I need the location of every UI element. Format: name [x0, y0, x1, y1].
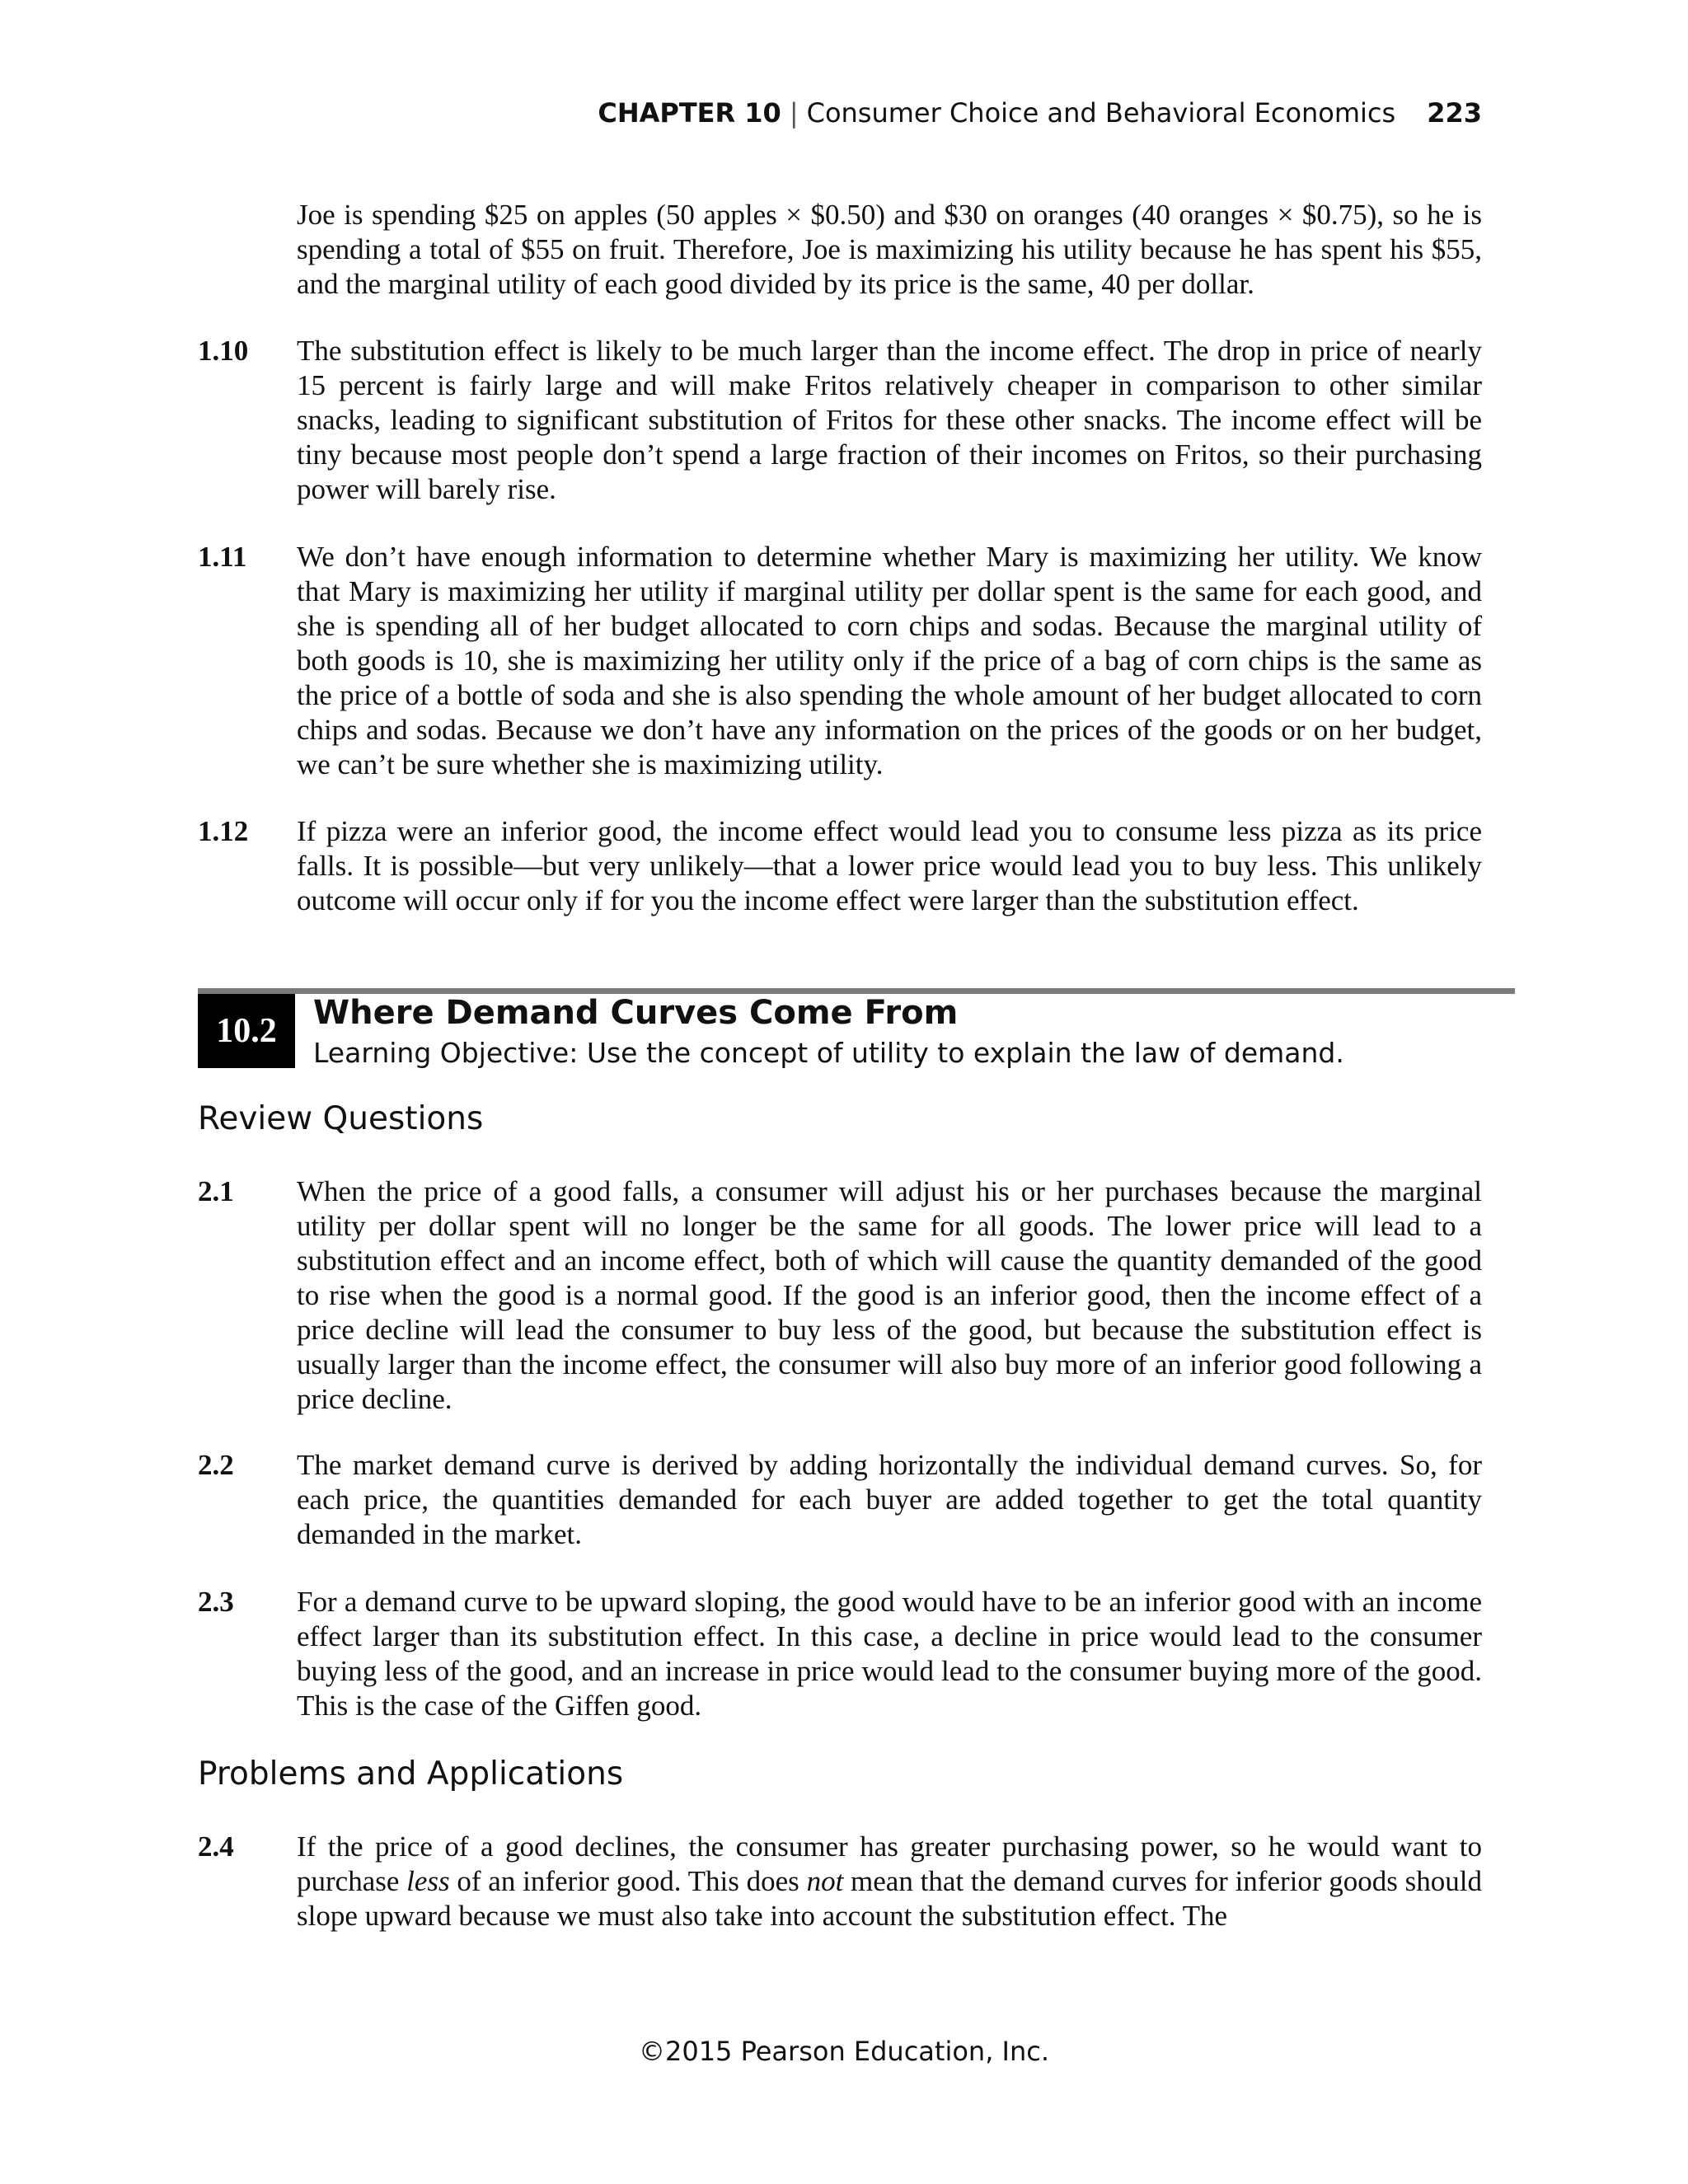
- page-number: 223: [1427, 97, 1482, 129]
- section-title: Where Demand Curves Come From: [313, 994, 959, 1032]
- item-number: 2.3: [198, 1586, 234, 1618]
- answer-item-1-11: [198, 540, 1482, 782]
- item-text: When the price of a good falls, a consumer will adjust his or her purchases because the marginal utility per dollar spent will no longer be the same for all goods. The lower price will lead to a substitution effect and an income effect, both of which will cause the quantity demanded of the good to rise when the good is a normal good. If the good is an inferior good, then the income effect of a price decline will lead the consumer to buy less of the good, but because the substitution effect is usually larger than the income effect, the consumer will also buy more of an inferior good following a price decline.: [297, 1175, 1482, 1415]
- answer-item-1-12: [198, 814, 1482, 918]
- answer-item-2-2: [198, 1448, 1482, 1552]
- item-text: [297, 1830, 1482, 1933]
- problems-applications-heading: Problems and Applications: [198, 1755, 624, 1793]
- item-text: The market demand curve is derived by adding horizontally the individual demand curves. So, for each price, the quantities demanded for each buyer are added together to get the total quantity demanded in the market.: [297, 1449, 1482, 1550]
- chapter-title: Consumer Choice and Behavioral Economics: [806, 97, 1396, 129]
- item-number: 2.1: [198, 1175, 234, 1207]
- item-text: We don’t have enough information to determine whether Mary is maximizing her utility. We know that Mary is maximizing her utility if marginal utility per dollar spent is the same for each good, and she is spending all of her budget allocated to corn chips and sodas. Because the marginal utility of both goods is 10, she is maximizing her utility only if the price of a bag of corn chips is the same as the price of a bottle of soda and she is also spending the whole amount of her budget allocated to corn chips and sodas. Because we don’t have any information on the prices of the goods or on her budget, we can’t be sure whether she is maximizing utility.: [297, 541, 1482, 780]
- item-number: 1.11: [198, 541, 247, 573]
- text-run: If the price of a good declines, the consumer has greater purchasing power, so he would want to purchase: [297, 1830, 1482, 1897]
- answer-item-2-4: [198, 1830, 1482, 1933]
- answer-item-2-1: [198, 1174, 1482, 1417]
- item-number: 2.4: [198, 1830, 234, 1863]
- item-text: The substitution effect is likely to be much larger than the income effect. The drop in price of nearly 15 percent is fairly large and will make Fritos relatively cheaper in comparison to other similar snacks, leading to significant substitution of Fritos for these other snacks. The income effect will be tiny because most people don’t spend a large fraction of their incomes on Fritos, so their purchasing power will barely rise.: [297, 335, 1482, 505]
- item-text: For a demand curve to be upward sloping, the good would have to be an inferior good with an income effect larger than its substitution effect. In this case, a decline in price would lead to the consumer buying less of the good, and an increase in price would lead to the consumer buying more of the good. This is the case of the Giffen good.: [297, 1586, 1482, 1722]
- emphasis-not: not: [806, 1865, 844, 1897]
- item-number: 1.10: [198, 335, 249, 367]
- emphasis-less: less: [406, 1865, 450, 1897]
- text-run: of an inferior good. This does: [449, 1865, 807, 1897]
- answer-item-1-10: [198, 334, 1482, 507]
- section-divider: [198, 988, 1515, 994]
- item-text: If pizza were an inferior good, the income effect would lead you to consume less pizza as its price falls. It is possible—but very unlikely—that a lower price would lead you to buy less. This unlikely outcome will occur only if for you the income effect were larger than the substitution effect.: [297, 815, 1482, 916]
- chapter-label: CHAPTER 10: [598, 97, 781, 129]
- learning-objective: Learning Objective: Use the concept of utility to explain the law of demand.: [313, 1037, 1344, 1069]
- copyright-footer: ©2015 Pearson Education, Inc.: [638, 2036, 1050, 2067]
- item-number: 2.2: [198, 1449, 234, 1481]
- header-separator: |: [789, 97, 799, 129]
- section-number-badge: 10.2: [198, 994, 295, 1068]
- item-number: 1.12: [198, 815, 249, 847]
- answer-item-2-3: [198, 1585, 1482, 1723]
- running-header: [598, 97, 1482, 129]
- review-questions-heading: Review Questions: [198, 1100, 484, 1137]
- intro-paragraph: Joe is spending $25 on apples (50 apples × $0.50) and $30 on oranges (40 oranges × $0.75), so he is spending a total of $55 on fruit. Therefore, Joe is maximizing his utility because he has spent his $55, and the marginal utility of each good divided by its price is the same, 40 per dollar.: [297, 199, 1482, 300]
- text-run: mean that the demand curves for inferior goods should slope upward because we must also take into account the substitution effect. The: [297, 1865, 1482, 1932]
